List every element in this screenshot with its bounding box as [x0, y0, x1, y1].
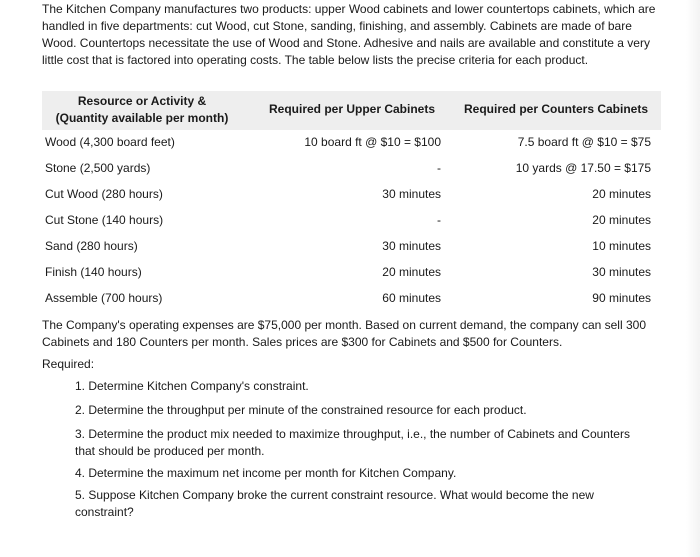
operating-paragraph: The Company's operating expenses are $75,000 per month. Based on current demand, the company can sell 300 Cabinets and 180 Counters per month. Sales prices are $300 for Cabinets and $500 for Counters. — [42, 318, 646, 349]
table-row — [42, 288, 662, 308]
row-upper-requirement: - — [437, 213, 441, 227]
row-resource: Wood (4,300 board feet) — [45, 135, 175, 149]
row-resource: Sand (280 hours) — [45, 239, 138, 253]
question-item: 5. Suppose Kitchen Company broke the current constraint resource. What would become the new constraint? — [75, 488, 594, 519]
row-counters-requirement: 10 minutes — [592, 239, 651, 253]
header-resource-line1: Resource or Activity & — [77, 94, 207, 108]
row-counters-requirement: 10 yards @ 17.50 = $175 — [515, 161, 651, 175]
row-counters-requirement: 20 minutes — [592, 213, 651, 227]
question-item: 2. Determine the throughput per minute of the constrained resource for each product. — [75, 403, 527, 417]
row-upper-requirement: - — [437, 161, 441, 175]
table-row — [42, 262, 662, 282]
table-header-row — [42, 91, 661, 130]
required-label: Required: — [42, 357, 95, 371]
row-upper-requirement: 30 minutes — [382, 239, 441, 253]
page-edge-shadow — [686, 0, 700, 557]
row-upper-requirement: 20 minutes — [382, 265, 441, 279]
row-counters-requirement: 90 minutes — [592, 291, 651, 305]
row-counters-requirement: 20 minutes — [592, 187, 651, 201]
table-row — [42, 236, 662, 256]
row-resource: Cut Wood (280 hours) — [45, 187, 163, 201]
header-upper-cabinets: Required per Upper Cabinets — [268, 102, 436, 116]
row-upper-requirement: 60 minutes — [382, 291, 441, 305]
row-counters-requirement: 7.5 board ft @ $10 = $75 — [517, 135, 651, 149]
intro-paragraph: The Kitchen Company manufactures two products: upper Wood cabinets and lower countertops cabinets, which are handled in five departments: cut Wood, cut Stone, sanding, finishing, and assembly. Cabinets are made of bare Wood. Countertops necessitate the use of Wood and Stone. Adhesive and nails are available and constitute a very little cost that is factored into operating costs. The table below lists the precise criteria for each product. — [42, 2, 656, 67]
table-row — [42, 184, 662, 204]
header-counters-cabinets: Required per Counters Cabinets — [463, 102, 649, 116]
row-upper-requirement: 30 minutes — [382, 187, 441, 201]
header-resource — [42, 93, 242, 127]
row-resource: Stone (2,500 yards) — [45, 161, 151, 175]
question-item: 3. Determine the product mix needed to maximize throughput, i.e., the number of Cabinets and Counters that should be produced per month. — [75, 427, 630, 458]
row-counters-requirement: 30 minutes — [592, 265, 651, 279]
header-resource-line2: (Quantity available per month) — [55, 111, 229, 125]
question-item: 4. Determine the maximum net income per month for Kitchen Company. — [75, 466, 457, 480]
table-row — [42, 210, 662, 230]
table-row — [42, 158, 662, 178]
row-resource: Finish (140 hours) — [45, 265, 142, 279]
table-row — [42, 132, 662, 152]
row-resource: Assemble (700 hours) — [45, 291, 163, 305]
row-resource: Cut Stone (140 hours) — [45, 213, 164, 227]
row-upper-requirement: 10 board ft @ $10 = $100 — [304, 135, 441, 149]
question-item: 1. Determine Kitchen Company's constraint. — [75, 379, 309, 393]
